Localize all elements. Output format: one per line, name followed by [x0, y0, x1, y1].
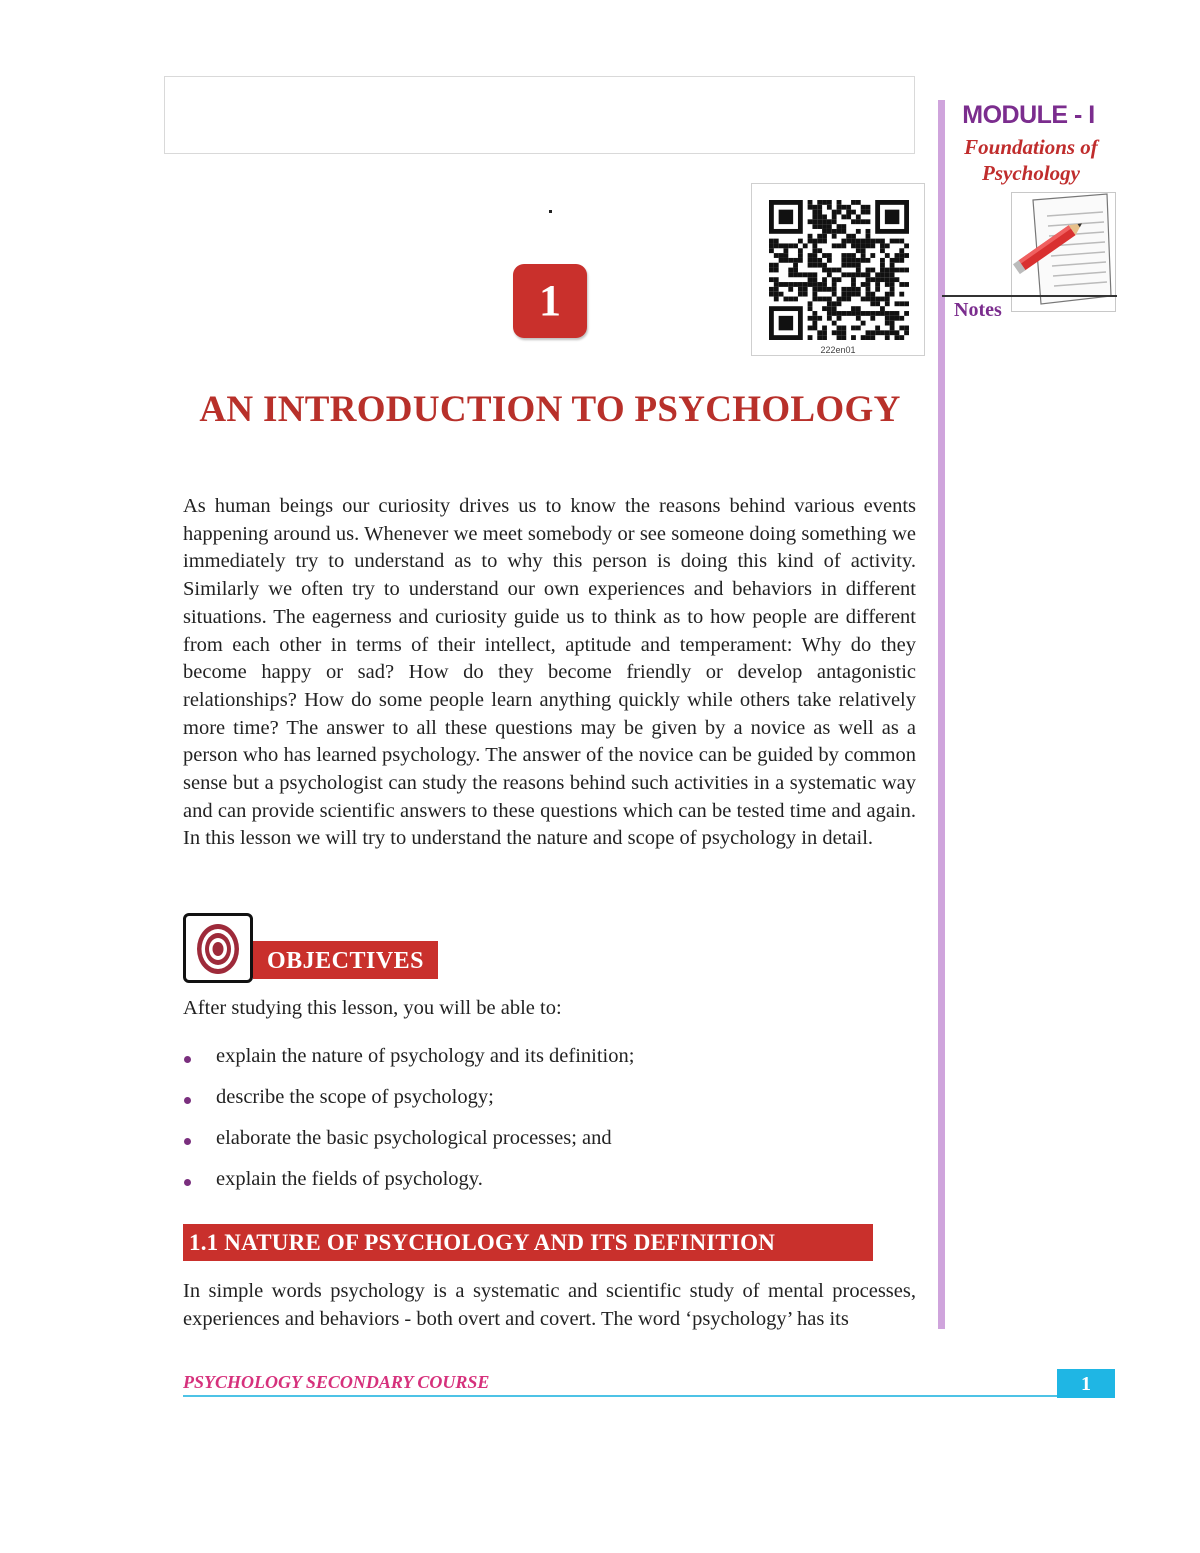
module-label: MODULE - I: [962, 101, 1095, 129]
module-subject-line1: Foundations of: [964, 135, 1098, 159]
page-number: 1: [1057, 1369, 1115, 1398]
sidebar-rule: [938, 100, 945, 1329]
list-item: elaborate the basic psychological processes; and: [183, 1127, 634, 1168]
footer-divider: [183, 1395, 1058, 1397]
objectives-heading: OBJECTIVES: [253, 941, 438, 979]
objectives-lead: After studying this lesson, you will be able to:: [183, 997, 562, 1019]
list-item: describe the scope of psychology;: [183, 1086, 634, 1127]
list-item: explain the nature of psychology and its definition;: [183, 1045, 634, 1086]
list-item: explain the fields of psychology.: [183, 1168, 634, 1209]
objectives-list: [183, 1045, 634, 1209]
chapter-title: AN INTRODUCTION TO PSYCHOLOGY: [199, 389, 901, 430]
section-paragraph: In simple words psychology is a systematic and scientific study of mental processes, experiences and behaviors - both overt and covert. The word ‘psychology’ has its: [183, 1280, 916, 1330]
header-frame: [164, 76, 915, 154]
stray-dot: [549, 210, 552, 213]
target-icon: [183, 913, 253, 983]
notes-label: Notes: [954, 299, 1002, 321]
section-heading: 1.1 NATURE OF PSYCHOLOGY AND ITS DEFINITION: [183, 1224, 873, 1261]
module-subject: [946, 134, 1116, 186]
notes-pencil-icon: [1011, 192, 1116, 312]
qr-code-icon: [769, 200, 909, 340]
qr-code-frame[interactable]: [751, 183, 925, 356]
qr-code-label: 222en01: [820, 345, 856, 355]
notes-divider: [942, 295, 1117, 297]
module-subject-line2: Psychology: [982, 161, 1080, 185]
footer-course-title: PSYCHOLOGY SECONDARY COURSE: [183, 1372, 490, 1392]
intro-paragraph: As human beings our curiosity drives us to know the reasons behind various events happening around us. Whenever we meet somebody or see someone doing something we immediately try to understand as to why this person is doing this kind of activity. Similarly we often try to understand our own experiences and behaviors in different situations. The eagerness and curiosity guide us to think as to how people are different from each other in terms of their intellect, aptitude and temperament: Why do they become happy or sad? How do they become friendly or develop antagonistic relationships? How do some people learn anything quickly while others take relatively more time? The answer to all these questions may be given by a novice as well as a person who has learned psychology. The answer of the novice can be guided by common sense but a psychologist can study the reasons behind such activities in a systematic way and can provide scientific answers to these questions which can be tested time and again. In this lesson we will try to understand the nature and scope of psychology in detail.: [183, 495, 916, 850]
chapter-number-badge: 1: [513, 264, 587, 338]
